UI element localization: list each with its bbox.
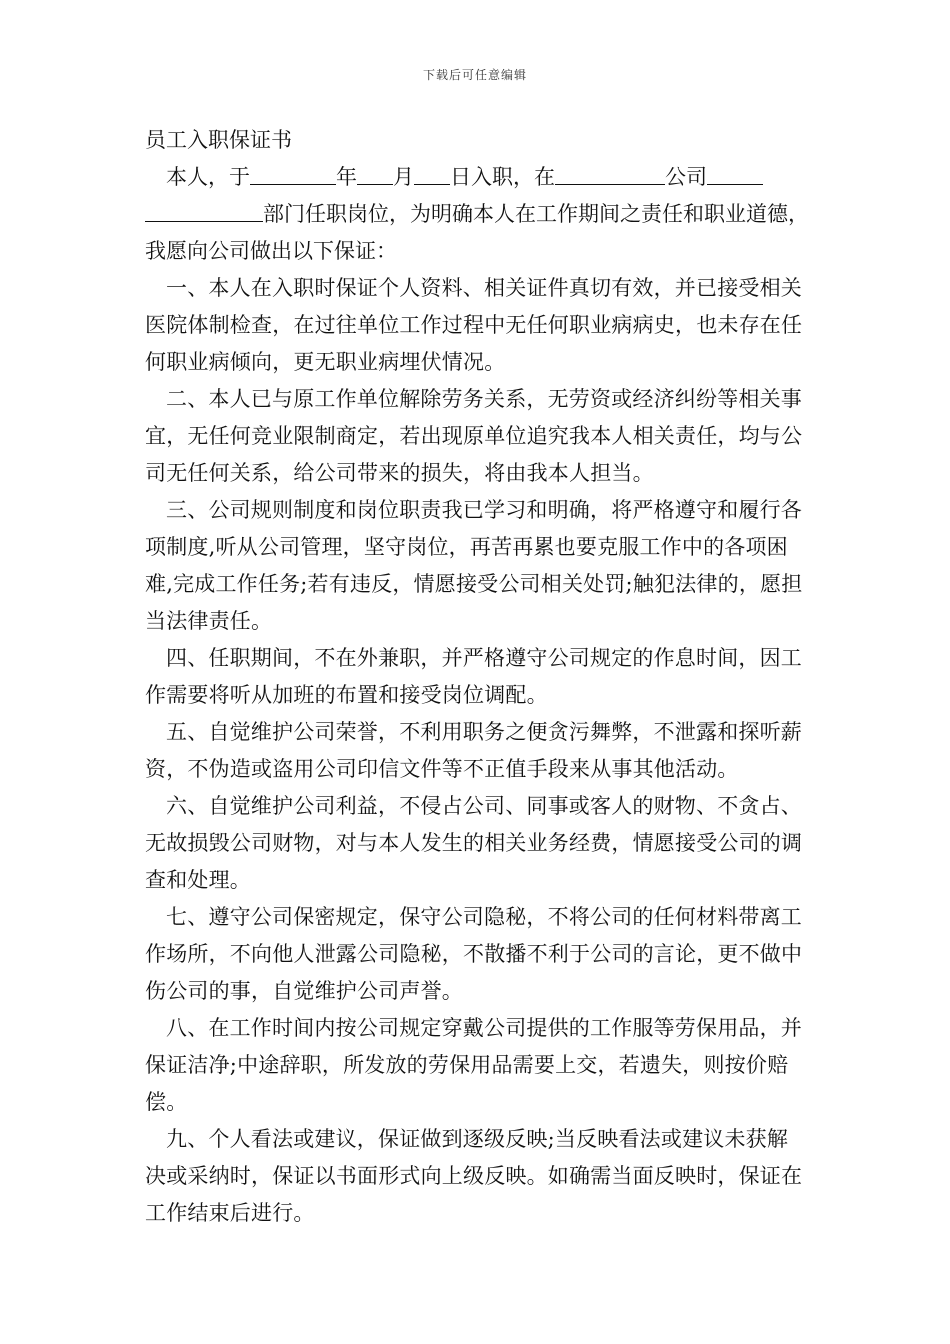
intro-text-2: 年: [336, 165, 357, 189]
clause-6: 六、自觉维护公司利益，不侵占公司、同事或客人的财物、不贪占、无故损毁公司财物，对与本人发生的相关业务经费，情愿接受公司的调查和处理。: [145, 794, 803, 892]
document-body: [145, 122, 809, 1232]
clause-8: 八、在工作时间内按公司规定穿戴公司提供的工作服等劳保用品，并保证洁净;中途辞职，所发放的劳保用品需要上交，若遗失，则按价赔偿。: [145, 1016, 802, 1114]
year-blank: [250, 162, 336, 185]
intro-text-6: 部门任职岗位，为明确本人在工作期间之责任和职业道德，我愿向公司做出以下保证：: [145, 202, 809, 263]
month-blank: [357, 162, 393, 185]
department-blank-a: [707, 162, 763, 185]
clause-2: 二、本人已与原工作单位解除劳务关系，无劳资或经济纠纷等相关事宜，无任何竞业限制商定，若出现原单位追究我本人相关责任，均与公司无任何关系，给公司带来的损失，将由我本人担当。: [145, 387, 803, 485]
day-blank: [414, 162, 450, 185]
clause-1: 一、本人在入职时保证个人资料、相关证件真切有效，并已接受相关医院体制检查，在过往单位工作过程中无任何职业病病史，也未存在任何职业病倾向，更无职业病埋伏情况。: [145, 276, 803, 374]
intro-text-1: 本人，于: [166, 165, 250, 189]
intro-text-5: 公司: [665, 165, 707, 189]
clause-7: 七、遵守公司保密规定，保守公司隐秘，不将公司的任何材料带离工作场所，不向他人泄露公司隐秘，不散播不利于公司的言论，更不做中伤公司的事，自觉维护公司声誉。: [145, 905, 803, 1003]
header-note: 下载后可任意编辑: [422, 68, 527, 82]
clause-5: 五、自觉维护公司荣誉，不利用职务之便贪污舞弊，不泄露和探听薪资，不伪造或盗用公司印信文件等不正值手段来从事其他活动。: [145, 720, 802, 781]
document-title: 员工入职保证书: [145, 128, 292, 152]
clause-3: 三、公司规则制度和岗位职责我已学习和明确，将严格遵守和履行各项制度,听从公司管理，坚守岗位，再苦再累也要克服工作中的各项困难,完成工作任务;若有违反，情愿接受公司相关处罚;触犯法律的，愿担当法律责任。: [145, 498, 803, 633]
clause-9: 九、个人看法或建议，保证做到逐级反映;当反映看法或建议未获解决或采纳时，保证以书面形式向上级反映。如确需当面反映时，保证在工作结束后进行。: [145, 1127, 803, 1225]
clause-4: 四、任职期间，不在外兼职，并严格遵守公司规定的作息时间，因工作需要将听从加班的布置和接受岗位调配。: [145, 646, 802, 707]
department-blank-b: [145, 199, 263, 222]
intro-paragraph: [145, 159, 809, 270]
company-blank: [555, 162, 665, 185]
intro-text-4: 日入职，在: [450, 165, 555, 189]
intro-text-3: 月: [393, 165, 414, 189]
